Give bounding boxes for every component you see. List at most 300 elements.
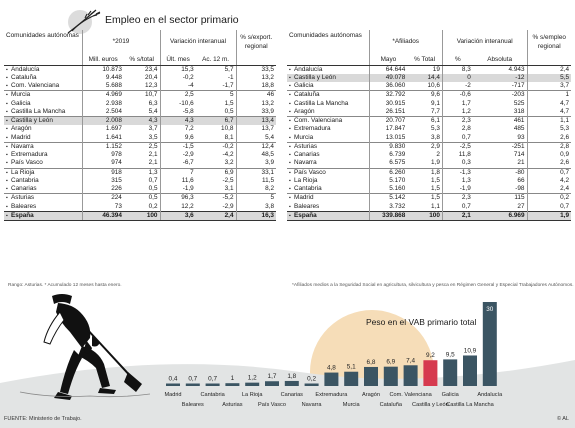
cell-value: 0,2 bbox=[148, 202, 158, 210]
cell-value: 10.873 bbox=[82, 65, 124, 74]
cell-value: 11,5 bbox=[236, 177, 276, 185]
cell-value: 3,7 bbox=[527, 82, 571, 91]
region-label: Navarra bbox=[294, 159, 317, 167]
cell-value: 3,6 bbox=[160, 211, 196, 220]
cell-value: 9.830 bbox=[369, 142, 407, 151]
cell-value: 13,7 bbox=[236, 125, 276, 133]
region-label: Andalucía bbox=[11, 65, 40, 73]
cell-value: 0,5 bbox=[148, 185, 158, 193]
region-name bbox=[4, 194, 82, 203]
cell-value: 49.078 bbox=[369, 74, 407, 82]
data-label: 5,1 bbox=[346, 363, 356, 371]
region-label: Castilla La Mancha bbox=[294, 99, 349, 107]
bullet-icon: ▪ bbox=[6, 74, 8, 81]
table-row bbox=[4, 74, 276, 82]
category-label: La Rioja bbox=[241, 392, 263, 398]
cell-value: 11,6 bbox=[160, 177, 196, 185]
cell-value: 2,4 bbox=[527, 185, 571, 194]
col-header-region: Comunidades autónomas bbox=[6, 32, 79, 39]
cell-value: 13,4 bbox=[236, 117, 276, 126]
table-row bbox=[4, 82, 276, 91]
region-name bbox=[287, 134, 369, 143]
cell-value: 9,6 bbox=[407, 91, 442, 100]
data-label: 4,8 bbox=[326, 364, 336, 372]
data-label: 6,9 bbox=[386, 358, 396, 366]
cell-value: 5,4 bbox=[148, 107, 158, 115]
table-row bbox=[287, 159, 571, 168]
cell-value: 8,1 bbox=[224, 133, 234, 141]
region-label: Asturias bbox=[11, 194, 35, 202]
cell-value: -251 bbox=[473, 142, 527, 151]
region-name bbox=[4, 125, 82, 133]
cell-value: 4,7 bbox=[527, 100, 571, 108]
cell-value: 13.015 bbox=[369, 134, 407, 143]
cell-value: 5,7 bbox=[224, 65, 234, 73]
cell-value: 12,4 bbox=[236, 142, 276, 151]
cell-value: 33,1 bbox=[236, 168, 276, 177]
cell-value: 2.008 bbox=[82, 117, 124, 126]
cell-value: -1,9 bbox=[160, 185, 196, 194]
cell-value: -6,7 bbox=[160, 159, 196, 168]
table-row bbox=[287, 185, 571, 194]
cell-value: -0,2 bbox=[196, 142, 236, 151]
region-label: Galicia bbox=[294, 82, 314, 90]
total-row bbox=[4, 211, 276, 220]
cell-value: 5,3 bbox=[527, 125, 571, 133]
cell-value: 48,5 bbox=[236, 151, 276, 159]
cell-value: 1,5 bbox=[431, 185, 440, 193]
cell-value: 2,9 bbox=[407, 142, 442, 151]
cell-value: 1,2 bbox=[442, 108, 472, 117]
cell-value: 18,8 bbox=[236, 82, 276, 91]
bullet-icon: ▪ bbox=[289, 160, 291, 167]
region-name bbox=[287, 125, 369, 133]
cell-value: -203 bbox=[473, 91, 527, 100]
region-name bbox=[287, 177, 369, 185]
cell-value: 0,5 bbox=[224, 107, 234, 115]
region-label: Castilla y León bbox=[294, 73, 336, 81]
cell-value: 6,9 bbox=[196, 168, 236, 177]
col-header-12m: Ac. 12 m. bbox=[196, 55, 236, 65]
cell-value: 26.151 bbox=[369, 108, 407, 117]
bullet-icon: ▪ bbox=[289, 212, 291, 219]
category-label: Murcia bbox=[342, 402, 360, 408]
cell-value: 4.943 bbox=[508, 65, 525, 73]
category-label: Com. Valenciana bbox=[389, 392, 432, 398]
table-row bbox=[4, 142, 276, 151]
region-label: Galicia bbox=[11, 99, 31, 107]
category-label: Galicia bbox=[441, 392, 459, 398]
bar bbox=[186, 384, 200, 387]
cell-value: 64.644 bbox=[369, 65, 407, 74]
table-row bbox=[4, 203, 276, 212]
bar bbox=[423, 360, 437, 386]
cell-value: -1,9 bbox=[442, 185, 472, 194]
col-group-variation: Variación interanual bbox=[442, 30, 527, 55]
cell-value: 1,8 bbox=[407, 168, 442, 177]
bullet-icon: ▪ bbox=[289, 126, 291, 133]
region-name bbox=[287, 108, 369, 117]
cell-value: 2,1 bbox=[148, 159, 158, 167]
cell-value: 3.732 bbox=[369, 203, 407, 212]
cell-value: 1,9 bbox=[527, 211, 571, 220]
cell-value: 19 bbox=[432, 65, 440, 73]
vab-bar-chart bbox=[0, 290, 575, 428]
bullet-icon: ▪ bbox=[289, 195, 291, 202]
cell-value: 5.160 bbox=[369, 185, 407, 194]
region-label: Extremadura bbox=[11, 151, 48, 159]
region-name bbox=[4, 177, 82, 185]
cell-value: 5.142 bbox=[369, 194, 407, 203]
category-label: Castilla La Mancha bbox=[446, 402, 494, 408]
bar bbox=[166, 384, 180, 387]
region-label: Cantabria bbox=[294, 185, 322, 193]
bar bbox=[404, 365, 418, 386]
table-row bbox=[287, 142, 571, 151]
cell-value: 5,5 bbox=[527, 74, 571, 82]
region-label: Cataluña bbox=[294, 91, 320, 99]
bullet-icon: ▪ bbox=[6, 118, 8, 125]
cell-value: 6,7 bbox=[196, 117, 236, 126]
region-label: España bbox=[294, 211, 317, 219]
cell-value: 3,8 bbox=[236, 203, 276, 212]
page-title: Empleo en el sector primario bbox=[105, 14, 239, 26]
bullet-icon: ▪ bbox=[6, 126, 8, 133]
credit: © AL bbox=[556, 416, 569, 422]
bar bbox=[384, 367, 398, 386]
bullet-icon: ▪ bbox=[289, 108, 291, 115]
cell-value: 7 bbox=[160, 168, 196, 177]
col-group-variation: Variación interanual bbox=[160, 30, 236, 55]
cell-value: 224 bbox=[82, 194, 124, 203]
data-label: 30 bbox=[486, 306, 494, 313]
cell-value: 10,6 bbox=[427, 82, 440, 90]
cell-value: -98 bbox=[515, 185, 525, 193]
region-label: Canarias bbox=[294, 151, 320, 159]
region-name bbox=[287, 168, 369, 177]
cell-value: 2,3 bbox=[442, 117, 472, 126]
cell-value: 2,8 bbox=[442, 125, 472, 133]
region-name bbox=[4, 159, 82, 168]
cell-value: 46.394 bbox=[82, 211, 124, 220]
region-label: País Vasco bbox=[294, 168, 326, 176]
cell-value: 36.060 bbox=[369, 82, 407, 91]
category-label: Baleares bbox=[181, 402, 204, 408]
cell-value: 0,7 bbox=[527, 168, 571, 177]
cell-value: 0,5 bbox=[124, 194, 160, 203]
cell-value: 5.688 bbox=[82, 82, 124, 91]
cell-value: 974 bbox=[82, 159, 124, 168]
cell-value: 6.260 bbox=[369, 168, 407, 177]
bar bbox=[463, 355, 477, 386]
table-row bbox=[287, 82, 571, 91]
cell-value: 1.152 bbox=[82, 142, 124, 151]
cell-value: 1,5 bbox=[431, 176, 440, 184]
table-row bbox=[4, 168, 276, 177]
col-group-employment-share: % s/empleo regional bbox=[527, 30, 571, 55]
region-label: Canarias bbox=[11, 185, 37, 193]
cell-value: 315 bbox=[82, 177, 124, 185]
cell-value: -1,5 bbox=[160, 142, 196, 151]
col-header-absolute: Absoluta bbox=[473, 55, 527, 65]
table-row bbox=[287, 91, 571, 100]
cell-value: 3,5 bbox=[148, 133, 158, 141]
cell-value: 1,5 bbox=[224, 99, 234, 107]
region-name bbox=[4, 134, 82, 143]
region-label: Com. Valenciana bbox=[294, 117, 343, 125]
cell-value: 96,3 bbox=[160, 194, 196, 203]
cell-value: -5,8 bbox=[160, 108, 196, 117]
category-label: Castilla y León bbox=[412, 402, 449, 408]
col-header-may: Mayo bbox=[369, 55, 407, 65]
chart-title: Peso en el VAB primario total bbox=[366, 317, 477, 327]
bar bbox=[483, 302, 497, 386]
bullet-icon: ▪ bbox=[289, 134, 291, 141]
bullet-icon: ▪ bbox=[289, 143, 291, 150]
cell-value: 1,7 bbox=[442, 100, 472, 108]
region-label: Madrid bbox=[11, 133, 31, 141]
table-row bbox=[4, 108, 276, 117]
category-label: Cataluña bbox=[379, 402, 403, 408]
region-label: Castilla La Mancha bbox=[11, 107, 66, 115]
cell-value: 33,5 bbox=[236, 65, 276, 74]
cell-value: 714 bbox=[513, 151, 525, 159]
cell-value: -4,2 bbox=[222, 151, 234, 159]
table2-note: *Afiliados medios a la Seguridad Social en agricultura, silvicultura y pesca en Régimen General y Especial Trabajadores Autónomos. bbox=[292, 283, 574, 288]
cell-value: -0,2 bbox=[160, 74, 196, 82]
region-label: Aragón bbox=[294, 107, 315, 115]
cell-value: 7,2 bbox=[160, 125, 196, 133]
region-label: Com. Valenciana bbox=[11, 82, 60, 90]
table-row bbox=[287, 117, 571, 126]
data-label: 7,4 bbox=[406, 357, 416, 365]
cell-value: 2,5 bbox=[124, 142, 160, 151]
cell-value: 2,6 bbox=[527, 134, 571, 143]
bullet-icon: ▪ bbox=[6, 203, 8, 210]
cell-value: 4,3 bbox=[124, 117, 160, 126]
bar bbox=[245, 383, 259, 386]
bullet-icon: ▪ bbox=[6, 169, 8, 176]
category-label: Aragón bbox=[361, 392, 381, 398]
table-row bbox=[287, 203, 571, 212]
cell-value: 3,1 bbox=[224, 185, 234, 193]
bar bbox=[364, 367, 378, 386]
category-label: Cantabria bbox=[200, 392, 225, 398]
table-row bbox=[287, 194, 571, 203]
table-row bbox=[4, 194, 276, 203]
region-label: España bbox=[11, 211, 34, 219]
bullet-icon: ▪ bbox=[6, 83, 8, 90]
cell-value: 115 bbox=[473, 194, 527, 203]
table-row bbox=[4, 185, 276, 194]
cell-value: 3,8 bbox=[431, 133, 440, 141]
cell-value: 23,4 bbox=[145, 65, 158, 73]
bar bbox=[285, 381, 299, 386]
cell-value: 27 bbox=[517, 202, 525, 210]
bullet-icon: ▪ bbox=[6, 212, 8, 219]
cell-value: 6.575 bbox=[369, 159, 407, 168]
bullet-icon: ▪ bbox=[289, 83, 291, 90]
region-name bbox=[287, 65, 369, 74]
bullet-icon: ▪ bbox=[289, 203, 291, 210]
region-name bbox=[287, 151, 369, 159]
cell-value: -80 bbox=[473, 168, 527, 177]
region-label: Baleares bbox=[11, 202, 37, 210]
data-label: 0,2 bbox=[307, 375, 317, 383]
table-row bbox=[4, 65, 276, 74]
cell-value: -4 bbox=[160, 82, 196, 91]
bar bbox=[344, 372, 358, 386]
bullet-icon: ▪ bbox=[289, 100, 291, 107]
region-label: Navarra bbox=[11, 142, 34, 150]
region-name bbox=[287, 211, 369, 220]
col-header-total: % Total bbox=[407, 55, 442, 65]
cell-value: 1,9 bbox=[431, 159, 440, 167]
bullet-icon: ▪ bbox=[6, 152, 8, 159]
region-name bbox=[287, 100, 369, 108]
table-row bbox=[287, 74, 571, 82]
table-row bbox=[4, 159, 276, 168]
data-label: 9,2 bbox=[425, 352, 435, 360]
employment-table bbox=[287, 30, 571, 221]
table-row bbox=[287, 125, 571, 133]
cell-value: -12 bbox=[473, 74, 527, 82]
cell-value: 1 bbox=[527, 91, 571, 100]
table-row bbox=[4, 134, 276, 143]
data-label: 0,7 bbox=[188, 375, 198, 383]
cell-value: -2,9 bbox=[222, 202, 234, 210]
bar bbox=[324, 373, 338, 386]
cell-value: 461 bbox=[473, 117, 527, 126]
cell-value: 6,3 bbox=[148, 99, 158, 107]
region-label: País Vasco bbox=[11, 159, 43, 167]
cell-value: 318 bbox=[513, 107, 525, 115]
cell-value: 20.707 bbox=[369, 117, 407, 126]
region-name bbox=[4, 185, 82, 194]
cell-value: 8,2 bbox=[236, 185, 276, 194]
cell-value: 226 bbox=[82, 185, 124, 194]
cell-value: 1.641 bbox=[82, 134, 124, 143]
data-label: 9,5 bbox=[445, 351, 455, 359]
cell-value: 0,7 bbox=[527, 203, 571, 212]
cell-value: 10,8 bbox=[221, 125, 234, 133]
cell-value: 3,9 bbox=[236, 159, 276, 168]
bullet-icon: ▪ bbox=[6, 186, 8, 193]
table-row bbox=[4, 177, 276, 185]
cell-value: 32.792 bbox=[369, 91, 407, 100]
table-row bbox=[4, 151, 276, 159]
cell-value: 13,2 bbox=[236, 100, 276, 108]
cell-value: 8,3 bbox=[442, 65, 472, 74]
cell-value: 9,1 bbox=[431, 99, 440, 107]
cell-value: 0,9 bbox=[527, 151, 571, 159]
region-label: Murcia bbox=[294, 133, 314, 141]
region-name bbox=[287, 82, 369, 91]
cell-value: 2,1 bbox=[148, 151, 158, 159]
region-name bbox=[4, 211, 82, 220]
total-row bbox=[287, 211, 571, 220]
cell-value: 0,2 bbox=[527, 194, 571, 203]
cell-value: 9,6 bbox=[160, 134, 196, 143]
region-name bbox=[4, 108, 82, 117]
cell-value: 4,7 bbox=[527, 108, 571, 117]
col-group-2019: *2019 bbox=[82, 30, 160, 55]
bullet-icon: ▪ bbox=[6, 160, 8, 167]
cell-value: 5 bbox=[196, 91, 236, 100]
bullet-icon: ▪ bbox=[6, 66, 8, 73]
bullet-icon: ▪ bbox=[6, 195, 8, 202]
table-row bbox=[287, 65, 571, 74]
cell-value: -0,6 bbox=[442, 91, 472, 100]
cell-value: 0 bbox=[442, 74, 472, 82]
cell-value: 1.697 bbox=[82, 125, 124, 133]
table-row bbox=[287, 168, 571, 177]
data-label: 1,2 bbox=[247, 374, 257, 382]
export-table bbox=[4, 30, 276, 221]
bullet-icon: ▪ bbox=[6, 177, 8, 184]
data-label: 1,8 bbox=[287, 372, 297, 380]
cell-value: 12,2 bbox=[160, 203, 196, 212]
bullet-icon: ▪ bbox=[6, 100, 8, 107]
region-name bbox=[4, 151, 82, 159]
region-name bbox=[287, 203, 369, 212]
region-name bbox=[287, 142, 369, 151]
cell-value: 0,7 bbox=[442, 203, 472, 212]
region-name bbox=[287, 194, 369, 203]
region-name bbox=[4, 142, 82, 151]
table-row bbox=[4, 91, 276, 100]
cell-value: 5.170 bbox=[369, 177, 407, 185]
region-name bbox=[287, 117, 369, 126]
cell-value: 2.504 bbox=[82, 108, 124, 117]
col-header-month: Últ. mes bbox=[160, 55, 196, 65]
cell-value: 339.868 bbox=[369, 211, 407, 220]
region-name bbox=[287, 74, 369, 82]
region-label: Baleares bbox=[294, 202, 320, 210]
region-name bbox=[287, 159, 369, 168]
cell-value: 13,2 bbox=[236, 74, 276, 82]
cell-value: 17.847 bbox=[369, 125, 407, 133]
data-label: 10,9 bbox=[463, 347, 477, 355]
region-name bbox=[4, 100, 82, 108]
data-label: 0,7 bbox=[208, 375, 218, 383]
cell-value: 20,4 bbox=[145, 73, 158, 81]
region-label: La Rioja bbox=[294, 176, 318, 184]
cell-value: -717 bbox=[511, 82, 525, 90]
col-header-mill: Mill. euros bbox=[82, 55, 124, 65]
cell-value: 14,4 bbox=[407, 74, 442, 82]
cell-value: 6.739 bbox=[369, 151, 407, 159]
region-name bbox=[287, 91, 369, 100]
cell-value: -1 bbox=[227, 73, 234, 81]
cell-value: -2 bbox=[442, 82, 472, 91]
bullet-icon: ▪ bbox=[289, 118, 291, 125]
bullet-icon: ▪ bbox=[289, 186, 291, 193]
cell-value: 21 bbox=[517, 159, 525, 167]
cell-value: 4,2 bbox=[527, 177, 571, 185]
bar bbox=[206, 384, 220, 387]
cell-value: 0,7 bbox=[442, 134, 472, 143]
cell-value: -1,7 bbox=[222, 82, 234, 90]
bullet-icon: ▪ bbox=[289, 66, 291, 73]
cell-value: 525 bbox=[513, 99, 525, 107]
category-label: Asturias bbox=[222, 402, 243, 408]
cell-value: 2,5 bbox=[160, 91, 196, 100]
cell-value: 10,7 bbox=[124, 91, 160, 100]
bullet-icon: ▪ bbox=[6, 108, 8, 115]
category-label: Navarra bbox=[301, 402, 322, 408]
table-row bbox=[4, 117, 276, 126]
